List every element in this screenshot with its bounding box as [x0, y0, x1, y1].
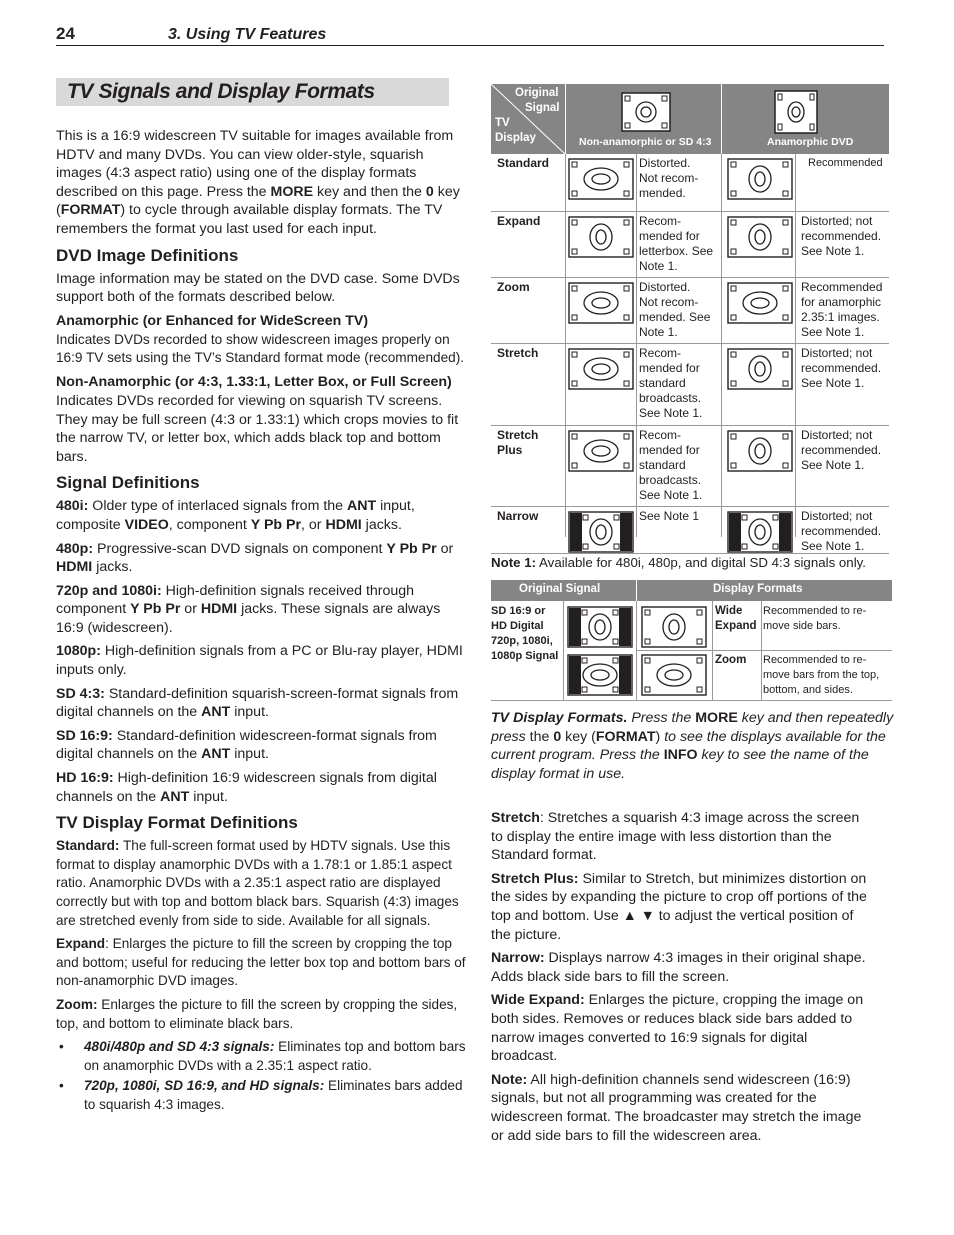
figure-caption: TV Display Formats. Press the MORE key and then repeatedly press the 0 key (FORMAT) to see the displays available for the current program. Press the INFO key to see the name of the display format in use. — [491, 710, 894, 782]
table-row — [491, 154, 889, 212]
desc-narrow: Narrow: Displays narrow 4:3 images in their original shape. Adds black side bars to fill the screen. — [491, 950, 866, 985]
anamorphic-icon — [774, 90, 818, 134]
format-standard: Standard: The full-screen format used by HDTV signals. Use this format to display anamorphic DVDs with a 1.78:1 or 1.85:1 aspect ratio. Anamorphic DVDs with a 2.35:1 aspect ratio are displayed correctly but with top and bottom black bars. Squarish (4:3) images are stretched evenly from side to side. Available for all signals. — [56, 838, 459, 928]
table-row — [491, 278, 889, 344]
cell-anamorphic: Distorted; not recommended. See Note 1. — [801, 346, 882, 390]
format-expand: Expand: Enlarges the picture to fill the screen by cropping the top and bottom; useful for reducing the letter box top and bottom bars of non-anamorphic DVD images. — [56, 936, 466, 989]
signal-1080p: 1080p: High-definition signals from a PC or Blu-ray player, HDMI inputs only. — [56, 643, 463, 679]
tv-format-icon — [727, 430, 793, 472]
header-display-formats: Display Formats — [713, 583, 803, 595]
row-label: Expand — [497, 214, 541, 228]
row-label: Stretch Plus — [497, 428, 539, 457]
cell-non-anamorphic: Distorted. Not recom- mended. — [639, 156, 699, 200]
table-row — [491, 426, 889, 507]
tv-format-icon — [568, 348, 634, 390]
signal-720p-1080i: 720p and 1080i: High-definition signals received through component Y Pb Pr or HDMI jacks. These signals are always 16:9 (widescreen). — [56, 582, 441, 636]
signal-sd169: SD 16:9: Standard-definition widescreen-format signals from digital channels on the ANT input. — [56, 727, 437, 763]
cell-anamorphic: Distorted; not recommended. See Note 1. — [801, 214, 882, 258]
tv-format-icon — [641, 606, 707, 648]
hd-format-table — [491, 580, 892, 701]
row-label: Standard — [497, 156, 550, 170]
col-anamorphic: Anamorphic DVD — [767, 136, 854, 148]
desc-note: Note: All high-definition channels send widescreen (16:9) signals, but not all programming was created for the widescreen format. The broadcaster may stretch the image or add side bars to fill the widescreen area. — [491, 1071, 862, 1144]
row-label: Narrow — [497, 509, 539, 523]
dvd-intro: Image information may be stated on the DVD case. Some DVDs support both of the formats described below. — [56, 270, 460, 306]
page-title: TV Signals and Display Formats — [67, 80, 375, 103]
page-number: 24 — [56, 24, 75, 43]
tv-format-icon — [568, 282, 634, 324]
header-tv: TV — [495, 117, 510, 129]
table-row — [491, 344, 889, 426]
header-rule — [56, 45, 884, 46]
non-anamorphic-text: Indicates DVDs recorded for viewing on squarish TV screens. They may be full screen (4:3 or 1.33:1) which crops movies to fit the narrow TV, or letter box, which adds black top and bottom bars. — [56, 392, 459, 465]
tv-43-icon — [621, 92, 671, 132]
right-column — [491, 809, 871, 1150]
tv-format-icon — [568, 430, 634, 472]
format-key: FORMAT — [60, 202, 121, 219]
signal-heading: Signal Definitions — [56, 473, 200, 493]
zoom-bullet-2: • 720p, 1080i, SD 16:9, and HD signals: Eliminates bars added to squarish 4:3 images. — [56, 1077, 470, 1114]
format-table-header — [491, 84, 889, 154]
tv-format-icon — [727, 348, 793, 390]
intro-paragraph: This is a 16:9 widescreen TV suitable for images available from HDTV and many DVDs. You can view older-style, squarish images (4:3 aspect ratio) using one of the display formats described on this page. Press the MORE key and then the 0 key (FORMAT) to cycle through available display formats. The TV remembers the format you last used for each input. — [56, 128, 460, 237]
row-label: Zoom — [497, 280, 530, 294]
section-title: 3. Using TV Features — [168, 26, 327, 43]
page-title-bar — [56, 78, 449, 106]
tv-format-icon — [727, 282, 793, 324]
signal-480i: 480i: Older type of interlaced signals from the ANT input, composite VIDEO, component Y Pb Pr, or HDMI jacks. — [56, 498, 415, 533]
display-format-name: Wide Expand — [715, 605, 757, 632]
more-key: MORE — [270, 183, 314, 200]
col-non-anamorphic: Non-anamorphic or SD 4:3 — [579, 136, 712, 148]
header-signal: Signal — [525, 102, 560, 114]
signal-480p: 480p: Progressive-scan DVD signals on component Y Pb Pr or HDMI jacks. — [56, 540, 454, 576]
desc-stretch: Stretch: Stretches a squarish 4:3 image across the screen to display the entire image with less distortion than the Standard format. — [491, 810, 860, 864]
cell-anamorphic: Distorted; not recommended. See Note 1. — [801, 428, 882, 472]
tv-format-icon — [727, 158, 793, 200]
display-format-desc: Recommended to re- move bars from the top, bottom, and sides. — [763, 654, 880, 696]
anamorphic-heading: Anamorphic (or Enhanced for WideScreen TV) — [56, 312, 369, 329]
cell-non-anamorphic: Distorted. Not recom- mended. See Note 1. — [639, 280, 711, 339]
signal-sd43: SD 4:3: Standard-definition squarish-screen-format signals from digital channels on the ANT input. — [56, 685, 459, 721]
formats-heading: TV Display Format Definitions — [56, 813, 298, 833]
display-format-desc: Recommended to re- move side bars. — [763, 605, 867, 632]
dvd-heading: DVD Image Definitions — [56, 245, 239, 265]
row-label: Stretch — [497, 346, 539, 360]
zoom-bullet-1: • 480i/480p and SD 4:3 signals: Eliminates top and bottom bars on anamorphic DVDs with a 2.35:1 aspect ratio. — [56, 1038, 470, 1075]
tv-format-icon — [567, 654, 633, 696]
non-anamorphic-heading: Non-Anamorphic (or 4:3, 1.33:1, Letter Box, or Full Screen) — [56, 373, 452, 390]
tv-format-icon — [567, 606, 633, 648]
cell-anamorphic: Recommended for anamorphic 2.35:1 images. See Note 1. — [801, 280, 883, 339]
tv-format-icon — [568, 158, 634, 200]
original-signal-label: SD 16:9 or HD Digital 720p, 1080i, 1080p Signal — [491, 605, 559, 662]
tv-format-icon — [641, 654, 707, 696]
header-display: Display — [495, 132, 536, 144]
anamorphic-text: Indicates DVDs recorded to show widescreen images properly on 16:9 TV sets using the TV’s Standard format mode (recommended). — [56, 331, 465, 366]
cell-non-anamorphic: Recom- mended for standard broadcasts. See Note 1. — [639, 346, 703, 420]
hd-table-header — [491, 580, 892, 601]
tv-format-icon — [727, 511, 793, 553]
cell-non-anamorphic: Recom- mended for standard broadcasts. See Note 1. — [639, 428, 703, 502]
table-row — [491, 507, 889, 554]
format-table — [491, 84, 889, 553]
header-original: Original — [515, 87, 559, 99]
tv-format-icon — [727, 216, 793, 258]
cell-non-anamorphic: See Note 1 — [639, 509, 700, 523]
cell-anamorphic: Distorted; not recommended. See Note 1. — [801, 509, 882, 553]
format-zoom: Zoom: Enlarges the picture to fill the screen by cropping the sides, top, and bottom to eliminate black bars. — [56, 996, 458, 1031]
cell-anamorphic: Recommended — [808, 157, 883, 169]
zero-key: 0 — [425, 183, 434, 200]
tv-format-icon — [568, 216, 634, 258]
header-original-signal: Original Signal — [519, 583, 601, 595]
tv-format-icon — [568, 511, 634, 553]
desc-wide-expand: Wide Expand: Enlarges the picture, cropping the image on both sides. Removes or reduces black side bars added to narrow images converted to 16:9 signals for digital broadcast. — [491, 992, 864, 1065]
cell-non-anamorphic: Recom- mended for letterbox. See Note 1. — [639, 214, 714, 273]
table-row — [491, 212, 889, 278]
arrow-keys-icon: ▲ ▼ — [622, 907, 655, 924]
display-format-name: Zoom — [715, 654, 747, 666]
desc-stretch-plus: Stretch Plus: Similar to Stretch, but minimizes distortion on the sides by expanding the picture to crop off portions of the top and bottom. Use ▲ ▼ to adjust the vertical position of the picture. — [491, 870, 867, 943]
left-column — [56, 127, 470, 1117]
signal-hd169: HD 16:9: High-definition 16:9 widescreen signals from digital channels on the ANT input. — [56, 770, 437, 805]
note-1: Note 1: Available for 480i, 480p, and digital SD 4:3 signals only. — [491, 555, 867, 570]
